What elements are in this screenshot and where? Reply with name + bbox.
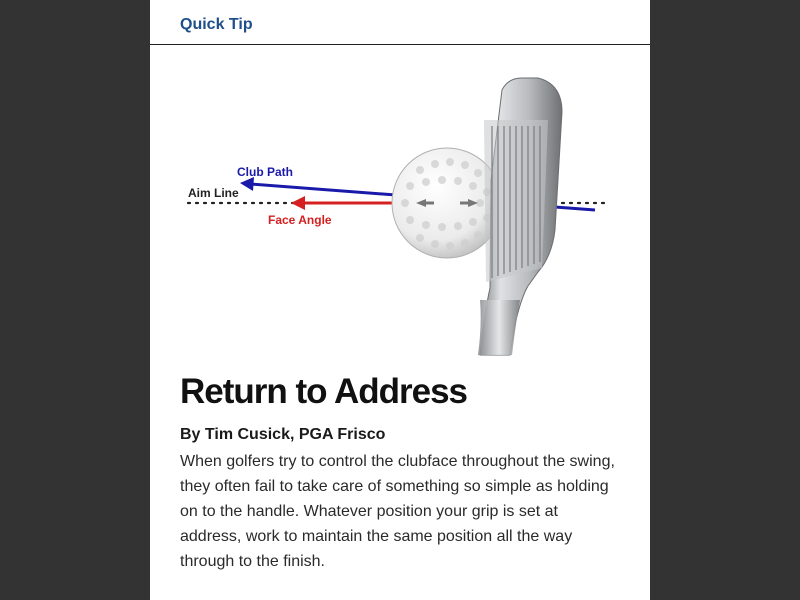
article-title: Return to Address — [180, 372, 468, 411]
golf-club-iron — [478, 78, 562, 355]
article-byline: By Tim Cusick, PGA Frisco — [180, 426, 386, 443]
face-angle-label: Face Angle — [268, 213, 332, 227]
article-page — [150, 0, 650, 600]
golf-illustration — [150, 60, 650, 360]
aim-line-label: Aim Line — [188, 186, 239, 200]
header-divider — [150, 44, 650, 45]
section-label: Quick Tip — [180, 16, 253, 33]
club-path-label: Club Path — [237, 165, 293, 179]
article-body: When golfers try to control the clubface throughout the swing, they often fail to take care of something so simple as holding on to the handle. Whatever position your grip is set at address, work to maintain the same position all the way through to the finish. — [180, 453, 615, 570]
face-angle-arrow — [291, 196, 392, 210]
